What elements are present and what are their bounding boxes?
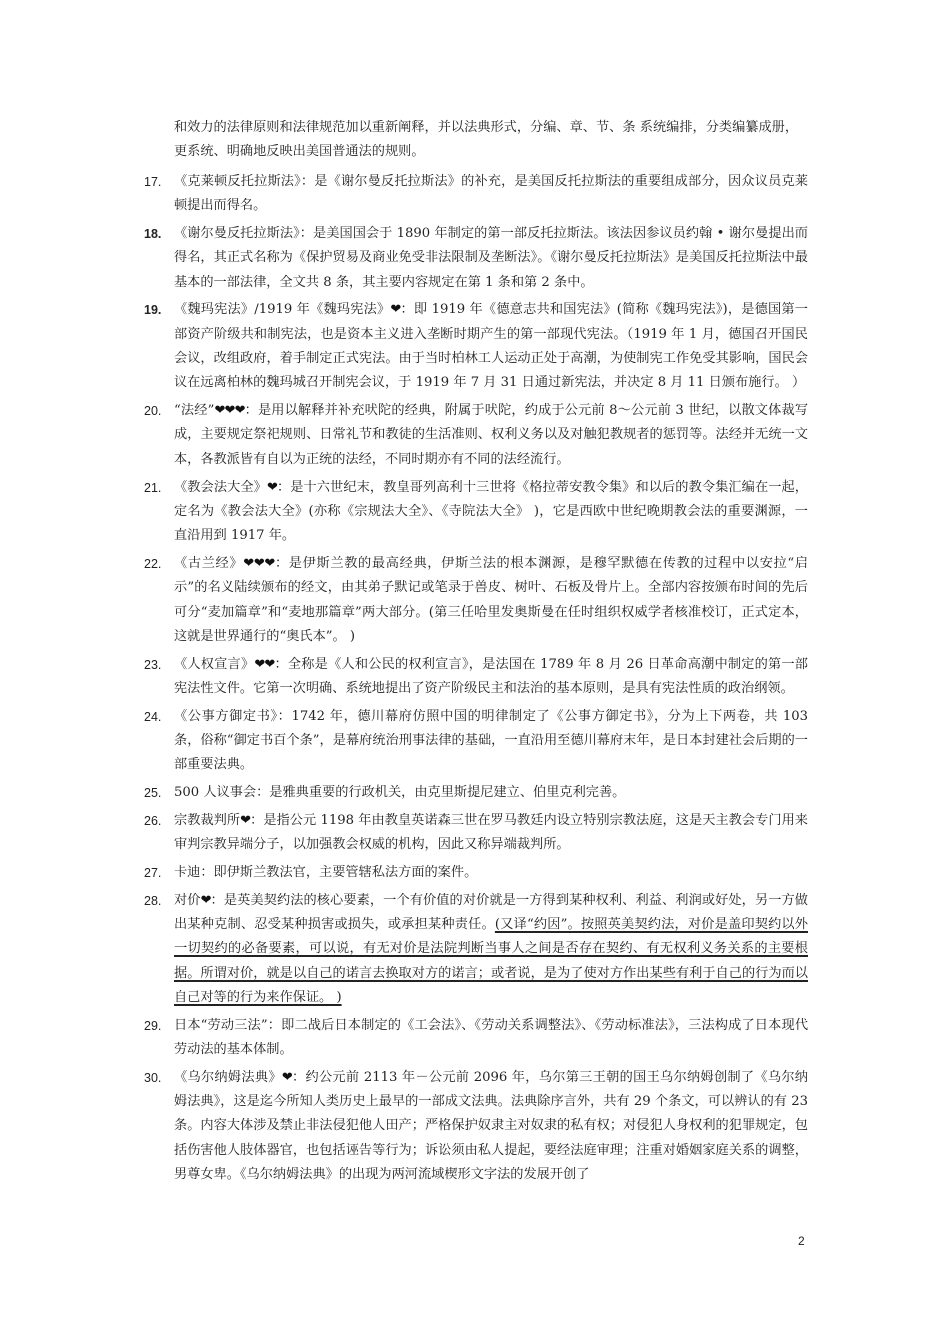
heart-icon: ❤	[390, 302, 401, 318]
list-item	[144, 781, 808, 805]
item-number: 22.	[144, 556, 162, 571]
item-term: 卡迪	[174, 865, 201, 881]
item-number: 29.	[144, 1018, 162, 1033]
item-body	[174, 861, 808, 885]
list-item	[144, 399, 808, 472]
item-number: 28.	[144, 893, 162, 908]
list-item	[144, 222, 808, 295]
item-term: 《克莱顿反托拉斯法》	[174, 174, 301, 189]
heart-icon: ❤	[200, 892, 211, 908]
item-definition: ：是美国国会于 1890 年制定的第一部反托拉斯法。该法因参议员约翰 • 谢尔曼提出而得名，其正式名称为《保护贸易及商业免受非法限制及垄断法》。《谢尔曼反托拉斯法》是美国反托拉斯法中最基本的一部法律，全文共 8 条，其主要内容规定在第 1 条和第 2 条中。	[174, 226, 808, 290]
item-body	[174, 222, 808, 295]
item-body	[174, 1066, 808, 1187]
page-number: 2	[798, 1234, 805, 1248]
list-item	[144, 889, 808, 1010]
item-body	[174, 170, 808, 219]
item-definition: ：即伊斯兰教法官，主要管辖私法方面的案件。	[200, 865, 478, 881]
item-term: 《乌尔纳姆法典》	[174, 1069, 282, 1085]
heart-icon: ❤	[281, 1069, 292, 1085]
item-definition: ：是伊斯兰教的最高经典，伊斯兰法的根本渊源，是穆罕默德在传教的过程中以安拉“启示”的名义陆续颁布的经文，由其弟子默记或笔录于兽皮、树叶、石板及骨片上。全部内容按颁布时间的先后可分“麦加篇章”和“麦地那篇章”两大部分。(第三任哈里发奥斯曼在任时组织权威学者核准校订，正式定本，这就是世界通行的“奥氏本”。 )	[174, 555, 808, 644]
item-number: 23.	[144, 657, 162, 672]
item-body	[174, 705, 808, 778]
item-number: 17.	[144, 175, 162, 189]
item-number: 21.	[144, 480, 162, 495]
item-body	[174, 399, 808, 472]
list-item	[144, 809, 808, 858]
item-body	[174, 889, 808, 1010]
item-body	[174, 809, 808, 858]
item-definition: ：是英美契约法的核心要素，一个有价值的对价就是一方得到某种权利、利益、利润或好处，另一方做出某种克制、忍受某种损害或损失，或承担某种责任。	[174, 892, 808, 933]
heart-icon: ❤❤❤	[214, 403, 245, 419]
item-number: 19.	[144, 303, 162, 318]
intro-paragraph: 和效力的法律原则和法律规范加以重新阐释，并以法典形式，分编、章、节、条 系统编排，分类编纂成册，更系统、明确地反映出美国普通法的规则。	[174, 120, 799, 160]
item-number: 18.	[144, 227, 162, 242]
item-term: 《人权宣言》	[174, 656, 255, 672]
item-term: 《谢尔曼反托拉斯法》	[174, 226, 300, 242]
list-item	[144, 705, 808, 778]
item-number: 30.	[144, 1070, 162, 1085]
heart-icon: ❤❤❤	[243, 555, 275, 571]
item-number: 24.	[144, 709, 162, 724]
heart-icon: ❤	[240, 812, 251, 828]
heart-icon: ❤❤	[254, 656, 275, 672]
glossary-list	[144, 170, 808, 1191]
item-term: 《教会法大全》	[174, 479, 267, 495]
item-term: 宗教裁判所	[174, 812, 241, 828]
item-definition: ：是十六世纪末，教皇哥列高利十三世将《格拉蒂安教令集》和以后的教令集汇编在一起，定名为《教会法大全》(亦称《宗规法大全》、《寺院法大全》 )，它是西欧中世纪晚期教会法的重要渊源，一直沿用到 1917 年。	[174, 479, 808, 544]
item-definition: ：即二战后日本制定的《工会法》、《劳动关系调整法》、《劳动标准法》，三法构成了日本现代劳动法的基本体制。	[174, 1017, 809, 1058]
item-underlined-note: (又译“约因”。按照英美契约法，对价是盖印契约以外一切契约的必备要素，可以说，有无对价是法院判断当事人之间是否存在契约、有无权利义务关系的主要根据。所谓对价，就是以自己的诺言去换取对方的诺言；或者说，是为了使对方作出某些有利于自己的行为而以自己对等的行为来作保证。 )	[174, 917, 808, 1005]
item-definition: ：即 1919 年《德意志共和国宪法》(简称《魏玛宪法》)，是德国第一部资产阶级共和制宪法，也是资本主义进入垄断时期产生的第一部现代宪法。（1919 年 1 月，德国召开国民会议，改组政府，着手制定正式宪法。由于当时柏林工人运动正处于高潮，为使制宪工作免受其影响，国民会议在远离柏林的魏玛城召开制宪会议，于 1919 年 7 月 31 日通过新宪法，并决定 8 月 11 日颁布施行。 ）	[174, 302, 808, 391]
item-definition: ：是雅典重要的行政机关，由克里斯提尼建立、伯里克利完善。	[256, 785, 626, 801]
item-number: 26.	[144, 813, 162, 828]
heart-icon: ❤	[266, 479, 277, 495]
list-item	[144, 170, 808, 219]
item-term: 《公事方御定书》	[174, 708, 278, 724]
item-body	[174, 298, 808, 395]
item-term: 对价	[174, 892, 201, 908]
item-body	[174, 552, 808, 649]
item-definition: ：是用以解释并补充吠陀的经典，附属于吠陀，约成于公元前 8～公元前 3 世纪，以散文体裁写成，主要规定祭祀规则、日常礼节和教徒的生活准则、权利义务以及对触犯教规者的惩罚等。法经并无统一文本，各教派皆有自以为正统的法经，不同时期亦有不同的法经流行。	[174, 403, 809, 467]
item-definition: ：1742 年，德川幕府仿照中国的明律制定了《公事方御定书》，分为上下两卷，共 103 条，俗称“御定书百个条”，是幕府统治刑事法律的基础，一直沿用至德川幕府末年，是日本封建社会后期的一部重要法典。	[174, 708, 808, 773]
item-term: 《古兰经》	[174, 555, 244, 571]
item-term: 500 人议事会	[174, 785, 257, 801]
item-definition: ：约公元前 2113 年－公元前 2096 年，乌尔第三王朝的国王乌尔纳姆创制了《乌尔纳姆法典》，这是迄今所知人类历史上最早的一部成文法典。法典除序言外，共有 29 个条文，可以辨认的有 23 条。内容大体涉及禁止非法侵犯他人田产；严格保护奴隶主对奴隶的私有权；对侵犯人身权利的犯罪规定，包括伤害他人肢体器官，也包括诬告等行为；诉讼须由私人提起，要经法庭审理；注重对婚姻家庭关系的调整，男尊女卑。《乌尔纳姆法典》的出现为两河流域楔形文字法的发展开创了	[174, 1069, 808, 1183]
item-body	[174, 781, 808, 805]
item-definition: ：是指公元 1198 年由教皇英诺森三世在罗马教廷内设立特别宗教法庭，这是天主教会专门用来审判宗教异端分子，以加强教会权威的机构，因此又称异端裁判所。	[174, 812, 808, 853]
item-definition: ：是《谢尔曼反托拉斯法》的补充，是美国反托拉斯法的重要组成部分，因众议员克莱顿提出而得名。	[174, 174, 808, 214]
item-body	[174, 476, 808, 549]
list-item	[144, 552, 808, 649]
list-item	[144, 298, 808, 395]
list-item	[144, 1066, 808, 1187]
list-item	[144, 653, 808, 702]
item-number: 27.	[144, 866, 162, 881]
list-item	[144, 861, 808, 885]
item-definition: ：全称是《人和公民的权利宣言》，是法国在 1789 年 8 月 26 日革命高潮中制定的第一部宪法性文件。它第一次明确、系统地提出了资产阶级民主和法治的基本原则，是具有宪法性质的政治纲领。	[174, 656, 808, 696]
item-term: 《魏玛宪法》/1919 年《魏玛宪法》	[174, 302, 391, 318]
item-number: 25.	[144, 786, 162, 801]
item-body	[174, 653, 808, 702]
item-body	[174, 1014, 808, 1063]
list-item	[144, 1014, 808, 1063]
list-item	[144, 476, 808, 549]
item-term: “法经”	[174, 403, 215, 419]
item-number: 20.	[144, 404, 162, 419]
item-term: 日本“劳动三法”	[174, 1017, 268, 1033]
